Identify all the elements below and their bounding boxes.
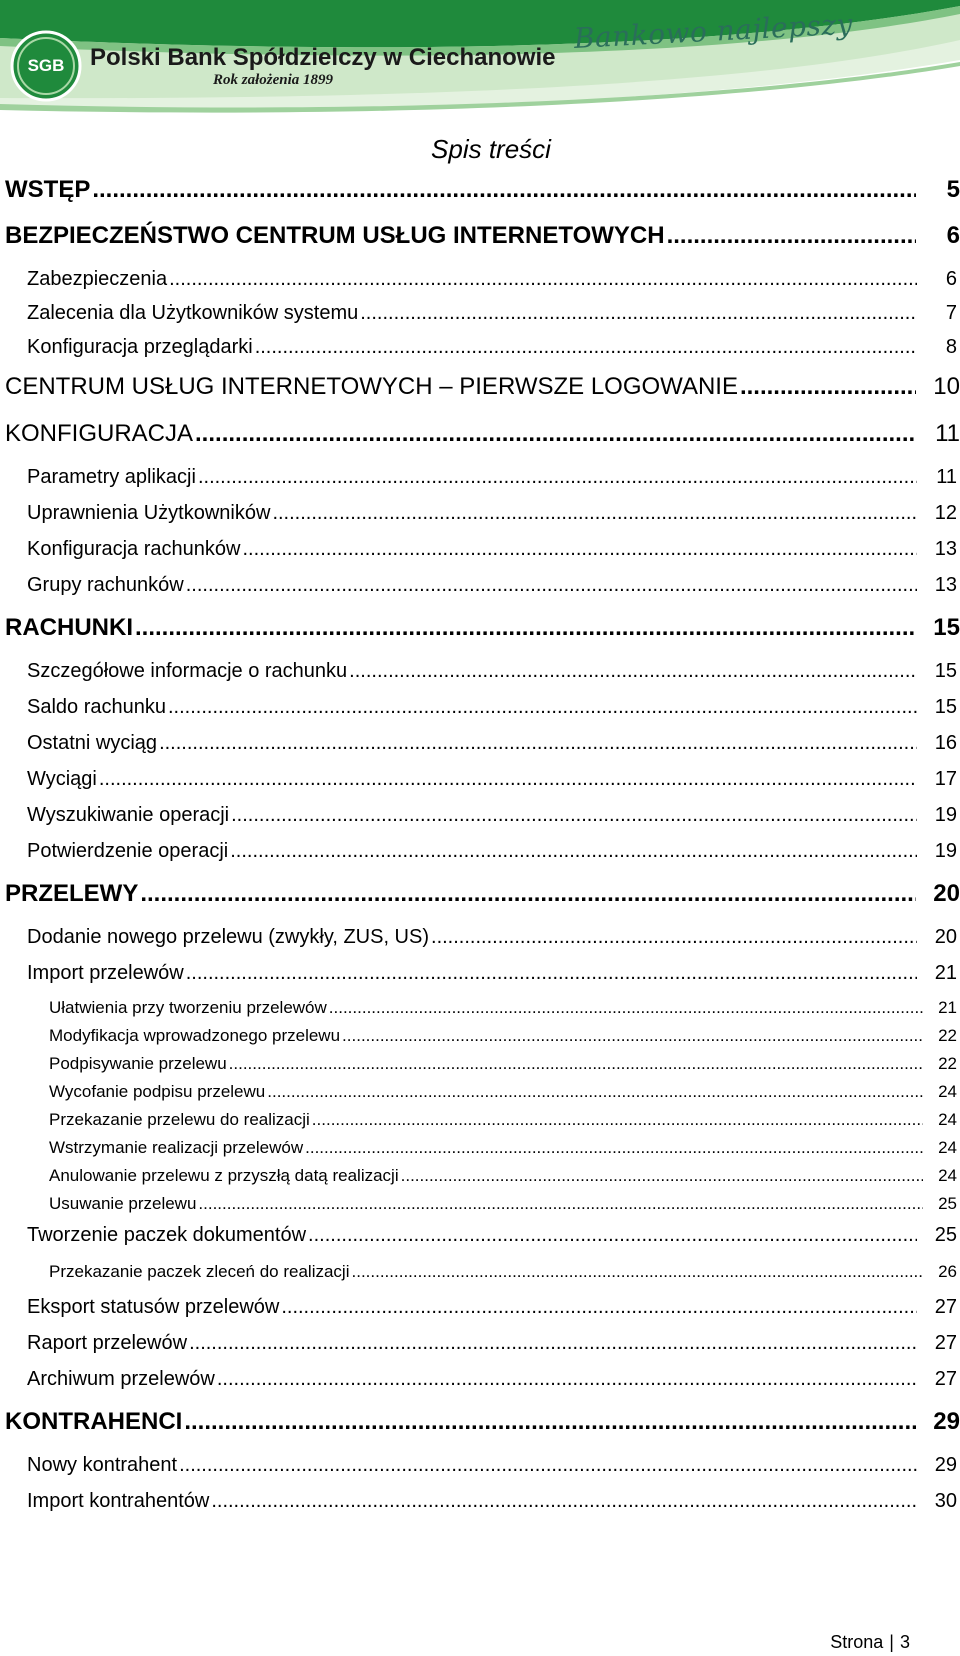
toc-title: Spis treści (431, 134, 551, 164)
toc-entry-page: 17 (934, 768, 957, 790)
toc-entry-page: 29 (934, 1454, 957, 1476)
toc-entry-label: Saldo rachunku (27, 696, 166, 718)
toc-entry-label: Ułatwienia przy tworzeniu przelewów (49, 998, 327, 1017)
toc-entry[interactable] (27, 696, 957, 719)
toc-entry[interactable] (27, 1368, 957, 1391)
toc-entry[interactable] (5, 222, 960, 250)
toc-dot-leader (179, 1454, 917, 1477)
toc-dot-leader (198, 1194, 923, 1214)
toc-entry-label: Przekazanie przelewu do realizacji (49, 1110, 310, 1129)
toc-entry-label: Dodanie nowego przelewu (zwykły, ZUS, US) (27, 926, 430, 948)
toc-entry[interactable] (5, 1408, 960, 1436)
toc-entry[interactable] (27, 1224, 957, 1247)
toc-entry-label: Zabezpieczenia (27, 268, 168, 290)
toc-entry-label: Import kontrahentów (27, 1490, 210, 1512)
toc-entry-label: Tworzenie paczek dokumentów (27, 1224, 307, 1246)
toc-entry-label: Konfiguracja przeglądarki (27, 336, 253, 358)
toc-entry-label: KONFIGURACJA (5, 420, 194, 447)
toc-entry-label: Wstrzymanie realizacji przelewów (49, 1138, 304, 1157)
toc-entry-label: BEZPIECZEŃSTWO CENTRUM USŁUG INTERNETOWYCH (5, 222, 665, 249)
toc-entry-label: Przekazanie paczek zleceń do realizacji (49, 1262, 350, 1281)
toc-dot-leader (272, 502, 917, 525)
slogan: Bankowo najlepszy (573, 7, 854, 55)
toc-entry[interactable] (27, 926, 957, 949)
toc-entry-page: 25 (938, 1194, 957, 1213)
toc-entry-page: 15 (934, 696, 957, 718)
toc-entry[interactable] (27, 302, 957, 325)
toc-dot-leader (401, 1166, 923, 1186)
toc-entry[interactable] (49, 998, 957, 1018)
toc-entry-page: 21 (934, 962, 957, 984)
toc-dot-leader (159, 732, 917, 755)
toc-entry-page: 30 (934, 1490, 957, 1512)
toc-entry-page: 5 (946, 176, 960, 203)
toc-dot-leader (255, 336, 917, 359)
toc-dot-leader (230, 840, 917, 863)
toc-entry[interactable] (5, 373, 960, 401)
toc-entry[interactable] (5, 176, 960, 204)
toc-entry-page: 29 (933, 1408, 960, 1435)
toc-entry-page: 15 (933, 614, 960, 641)
toc-dot-leader (329, 998, 923, 1018)
toc-entry[interactable] (27, 804, 957, 827)
toc-entry-page: 27 (934, 1368, 957, 1390)
footer-page-number: 3 (899, 1632, 910, 1652)
toc-entry[interactable] (27, 1454, 957, 1477)
toc-entry[interactable] (27, 574, 957, 597)
toc-dot-leader (242, 538, 917, 561)
toc-entry[interactable] (27, 732, 957, 755)
toc-entry-page: 15 (934, 660, 957, 682)
toc-entry-page: 24 (938, 1138, 957, 1157)
toc-dot-leader (229, 1054, 923, 1074)
toc-dot-leader (169, 268, 917, 291)
toc-entry[interactable] (49, 1262, 957, 1282)
toc-entry[interactable] (27, 840, 957, 863)
page-footer (830, 1632, 910, 1653)
toc-entry-page: 19 (934, 804, 957, 826)
toc-entry-page: 21 (938, 998, 957, 1017)
toc-entry[interactable] (49, 1138, 957, 1158)
toc-dot-leader (431, 926, 917, 949)
toc-entry-label: Uprawnienia Użytkowników (27, 502, 271, 524)
footer-page-label: Strona (830, 1632, 884, 1652)
toc-entry-label: Usuwanie przelewu (49, 1194, 197, 1213)
bank-name: Polski Bank Spółdzielczy w Ciechanowie (90, 44, 556, 71)
toc-entry-label: Potwierdzenie operacji (27, 840, 229, 862)
toc-entry-label: Grupy rachunków (27, 574, 184, 596)
toc-entry[interactable] (5, 614, 960, 642)
toc-entry-page: 25 (934, 1224, 957, 1246)
toc-entry-page: 24 (938, 1166, 957, 1185)
toc-dot-leader (184, 1408, 916, 1436)
toc-entry-page: 11 (936, 466, 957, 488)
toc-dot-leader (308, 1224, 917, 1247)
toc-entry[interactable] (5, 880, 960, 908)
toc-entry-page: 16 (934, 732, 957, 754)
toc-dot-leader (281, 1296, 917, 1319)
toc-entry-page: 26 (938, 1262, 957, 1281)
toc-dot-leader (135, 614, 916, 642)
toc-entry[interactable] (27, 660, 957, 683)
toc-entry-page: 13 (934, 538, 957, 560)
toc-dot-leader (195, 420, 916, 448)
toc-dot-leader (740, 373, 916, 401)
toc-dot-leader (92, 176, 916, 204)
toc-entry-label: Zalecenia dla Użytkowników systemu (27, 302, 359, 324)
toc-dot-leader (305, 1138, 923, 1158)
toc-entry-label: Konfiguracja rachunków (27, 538, 241, 560)
toc-entry[interactable] (5, 420, 960, 448)
toc-entry-label: Modyfikacja wprowadzonego przelewu (49, 1026, 341, 1045)
toc-entry-page: 27 (934, 1296, 957, 1318)
toc-entry-label: Archiwum przelewów (27, 1368, 215, 1390)
toc-entry[interactable] (27, 768, 957, 791)
toc-entry[interactable] (49, 1026, 957, 1046)
toc-entry-page: 22 (938, 1054, 957, 1073)
toc-entry-page: 7 (945, 302, 957, 324)
toc-dot-leader (667, 222, 916, 250)
toc-dot-leader (217, 1368, 917, 1391)
logo-text: SGB (27, 56, 65, 75)
toc-entry-label: Anulowanie przelewu z przyszłą datą realizacji (49, 1166, 399, 1185)
toc-entry[interactable] (49, 1194, 957, 1214)
toc-dot-leader (349, 660, 917, 683)
toc-entry-label: CENTRUM USŁUG INTERNETOWYCH – PIERWSZE LOGOWANIE (5, 373, 738, 400)
toc-entry-label: Wyszukiwanie operacji (27, 804, 230, 826)
toc-dot-leader (189, 1332, 917, 1355)
toc-entry-page: 24 (938, 1110, 957, 1129)
toc-entry-label: Ostatni wyciąg (27, 732, 158, 754)
toc-entry-page: 6 (945, 268, 957, 290)
toc-dot-leader (140, 880, 916, 908)
toc-dot-leader (186, 574, 917, 597)
toc-dot-leader (168, 696, 917, 719)
toc-entry-label: Szczegółowe informacje o rachunku (27, 660, 348, 682)
toc-dot-leader (360, 302, 917, 325)
toc-entry[interactable] (27, 538, 957, 561)
toc-entry[interactable] (27, 962, 957, 985)
toc-entry-page: 10 (933, 373, 960, 400)
toc-entry-label: Nowy kontrahent (27, 1454, 178, 1476)
toc-entry-page: 24 (938, 1082, 957, 1101)
toc-dot-leader (267, 1082, 923, 1102)
toc-entry-page: 8 (945, 336, 957, 358)
toc-entry[interactable] (27, 466, 957, 489)
toc-entry-page: 12 (934, 502, 957, 524)
toc-dot-leader (211, 1490, 917, 1513)
bank-founded: Rok założenia 1899 (213, 72, 334, 88)
toc-dot-leader (342, 1026, 923, 1046)
toc-entry-label: KONTRAHENCI (5, 1408, 183, 1435)
footer-separator: | (889, 1632, 894, 1652)
toc-dot-leader (352, 1262, 924, 1282)
toc-dot-leader (198, 466, 917, 489)
toc-entry[interactable] (27, 268, 957, 291)
toc-entry[interactable] (27, 1332, 957, 1355)
toc-dot-leader (231, 804, 917, 827)
toc-entry-label: Parametry aplikacji (27, 466, 196, 488)
toc-entry-page: 22 (938, 1026, 957, 1045)
toc-entry[interactable] (49, 1110, 957, 1130)
toc-entry-label: Raport przelewów (27, 1332, 188, 1354)
toc-entry-page: 20 (933, 880, 960, 907)
document-header (0, 0, 960, 118)
toc-entry[interactable] (27, 1296, 957, 1319)
toc-dot-leader (312, 1110, 923, 1130)
toc-entry-page: 11 (935, 420, 960, 447)
toc-entry[interactable] (49, 1082, 957, 1102)
toc-entry-page: 27 (934, 1332, 957, 1354)
toc-entry[interactable] (27, 502, 957, 525)
toc-entry[interactable] (49, 1054, 957, 1074)
toc-entry-label: PRZELEWY (5, 880, 139, 907)
toc-entry-page: 20 (934, 926, 957, 948)
toc-entry-label: Eksport statusów przelewów (27, 1296, 280, 1318)
toc-dot-leader (99, 768, 917, 791)
toc-entry-page: 13 (934, 574, 957, 596)
toc-entry[interactable] (27, 336, 957, 359)
toc-entry[interactable] (27, 1490, 957, 1513)
toc-entry-page: 6 (946, 222, 960, 249)
toc-entry-page: 19 (934, 840, 957, 862)
toc-entry-label: Import przelewów (27, 962, 184, 984)
toc-entry-label: WSTĘP (5, 176, 91, 203)
toc-entry[interactable] (49, 1166, 957, 1186)
toc-entry-label: Wyciągi (27, 768, 97, 790)
toc-dot-leader (186, 962, 917, 985)
toc-entry-label: RACHUNKI (5, 614, 133, 641)
toc-entry-label: Wycofanie podpisu przelewu (49, 1082, 266, 1101)
toc-entry-label: Podpisywanie przelewu (49, 1054, 227, 1073)
